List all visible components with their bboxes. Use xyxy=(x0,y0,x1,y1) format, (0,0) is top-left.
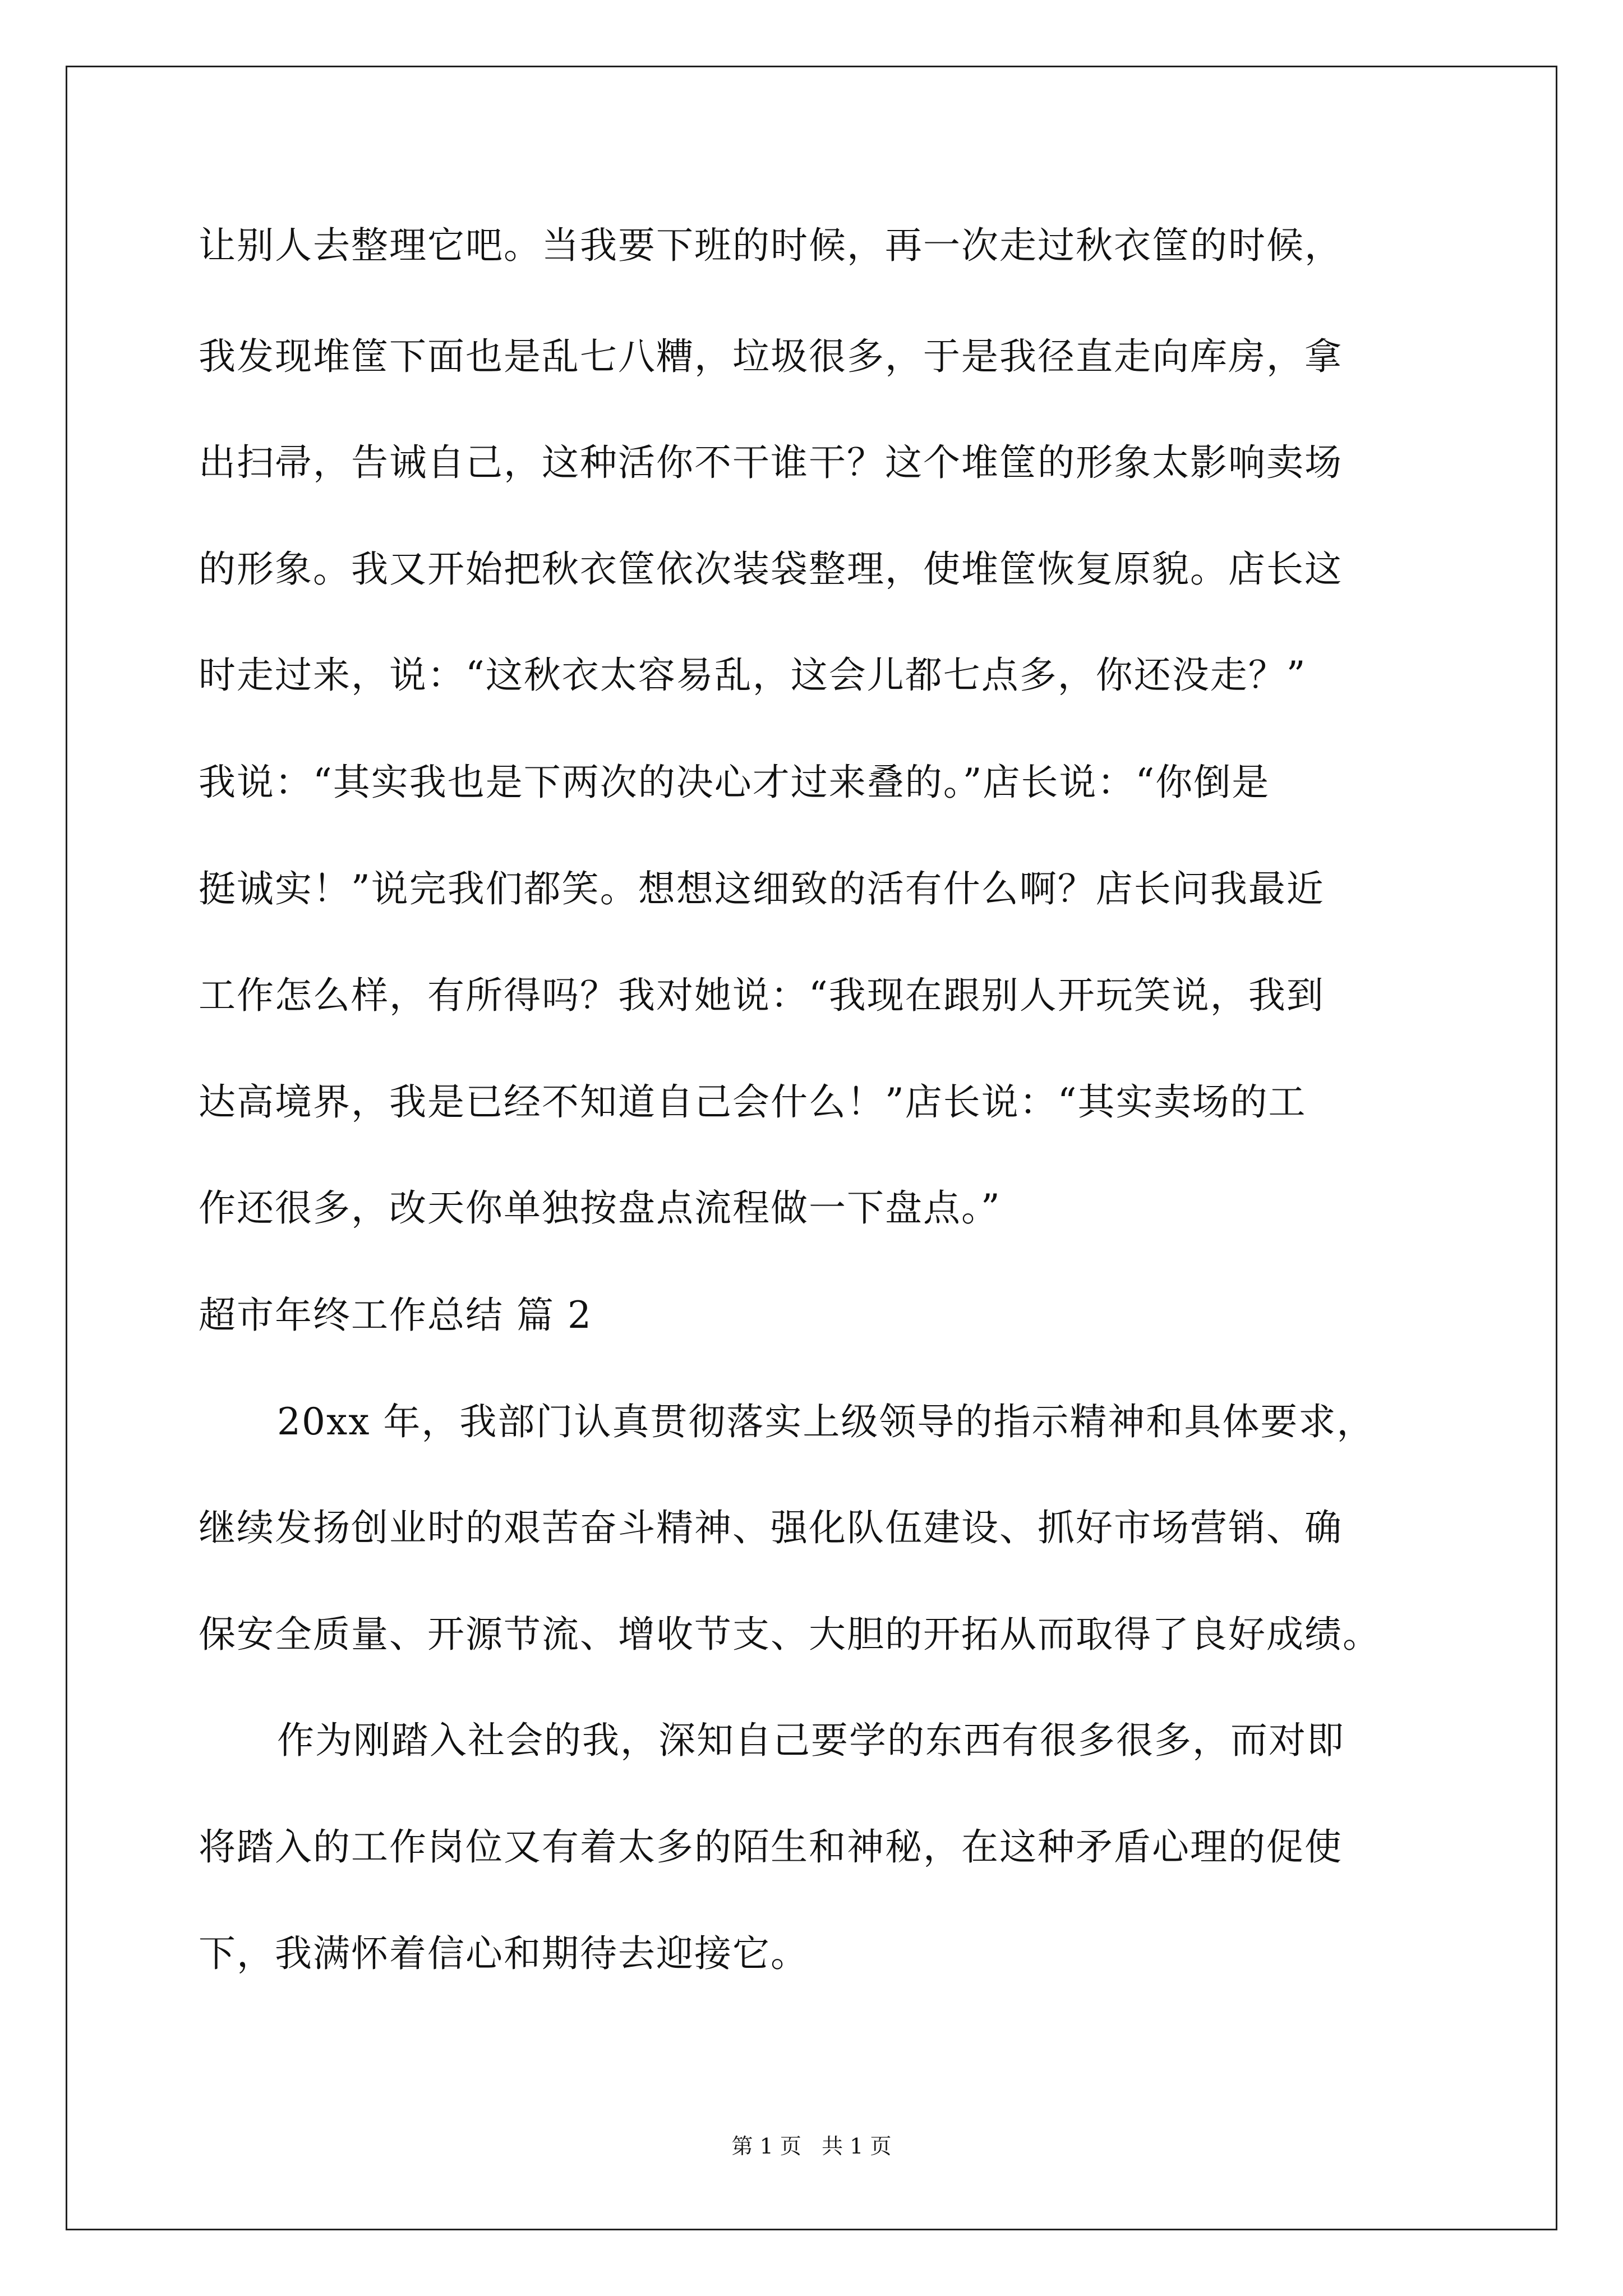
body-line: 时走过来，说：“这秋衣太容易乱，这会儿都七点多，你还没走？” xyxy=(199,654,1307,697)
paragraph-line: 20xx 年，我部门认真贯彻落实上级领导的指示精神和具体要求， xyxy=(277,1400,1375,1443)
body-line: 我说：“其实我也是下两次的决心才过来叠的。”店长说：“你倒是 xyxy=(199,761,1270,804)
section-heading: 超市年终工作总结 篇 2 xyxy=(199,1294,592,1337)
body-line: 达高境界，我是已经不知道自己会什么！”店长说：“其实卖场的工 xyxy=(199,1080,1307,1124)
page-frame xyxy=(66,66,1557,2230)
paragraph-line: 继续发扬创业时的艰苦奋斗精神、强化队伍建设、抓好市场营销、确 xyxy=(199,1506,1343,1549)
body-line: 的形象。我又开始把秋衣筐依次装袋整理，使堆筐恢复原貌。店长这 xyxy=(199,547,1343,591)
body-line: 工作怎么样，有所得吗？我对她说：“我现在跟别人开玩笑说，我到 xyxy=(199,974,1325,1017)
body-line: 出扫帚，告诫自己，这种活你不干谁干？这个堆筐的形象太影响卖场 xyxy=(199,441,1343,484)
paragraph-line: 作为刚踏入社会的我，深知自己要学的东西有很多很多，而对即 xyxy=(277,1719,1345,1762)
body-line: 让别人去整理它吧。当我要下班的时候，再一次走过秋衣筐的时候， xyxy=(199,224,1343,267)
paragraph-line: 保安全质量、开源节流、增收节支、大胆的开拓从而取得了良好成绩。 xyxy=(199,1613,1381,1656)
page-footer: 第 1 页 共 1 页 xyxy=(731,2134,892,2159)
body-line: 挺诚实！”说完我们都笑。想想这细致的活有什么啊？店长问我最近 xyxy=(199,867,1325,910)
body-line: 我发现堆筐下面也是乱七八糟，垃圾很多，于是我径直走向库房，拿 xyxy=(199,335,1343,378)
body-line: 作还很多，改天你单独按盘点流程做一下盘点。” xyxy=(199,1186,1001,1230)
paragraph-line: 下，我满怀着信心和期待去迎接它。 xyxy=(199,1932,809,1975)
paragraph-line: 将踏入的工作岗位又有着太多的陌生和神秘，在这种矛盾心理的促使 xyxy=(199,1825,1343,1869)
